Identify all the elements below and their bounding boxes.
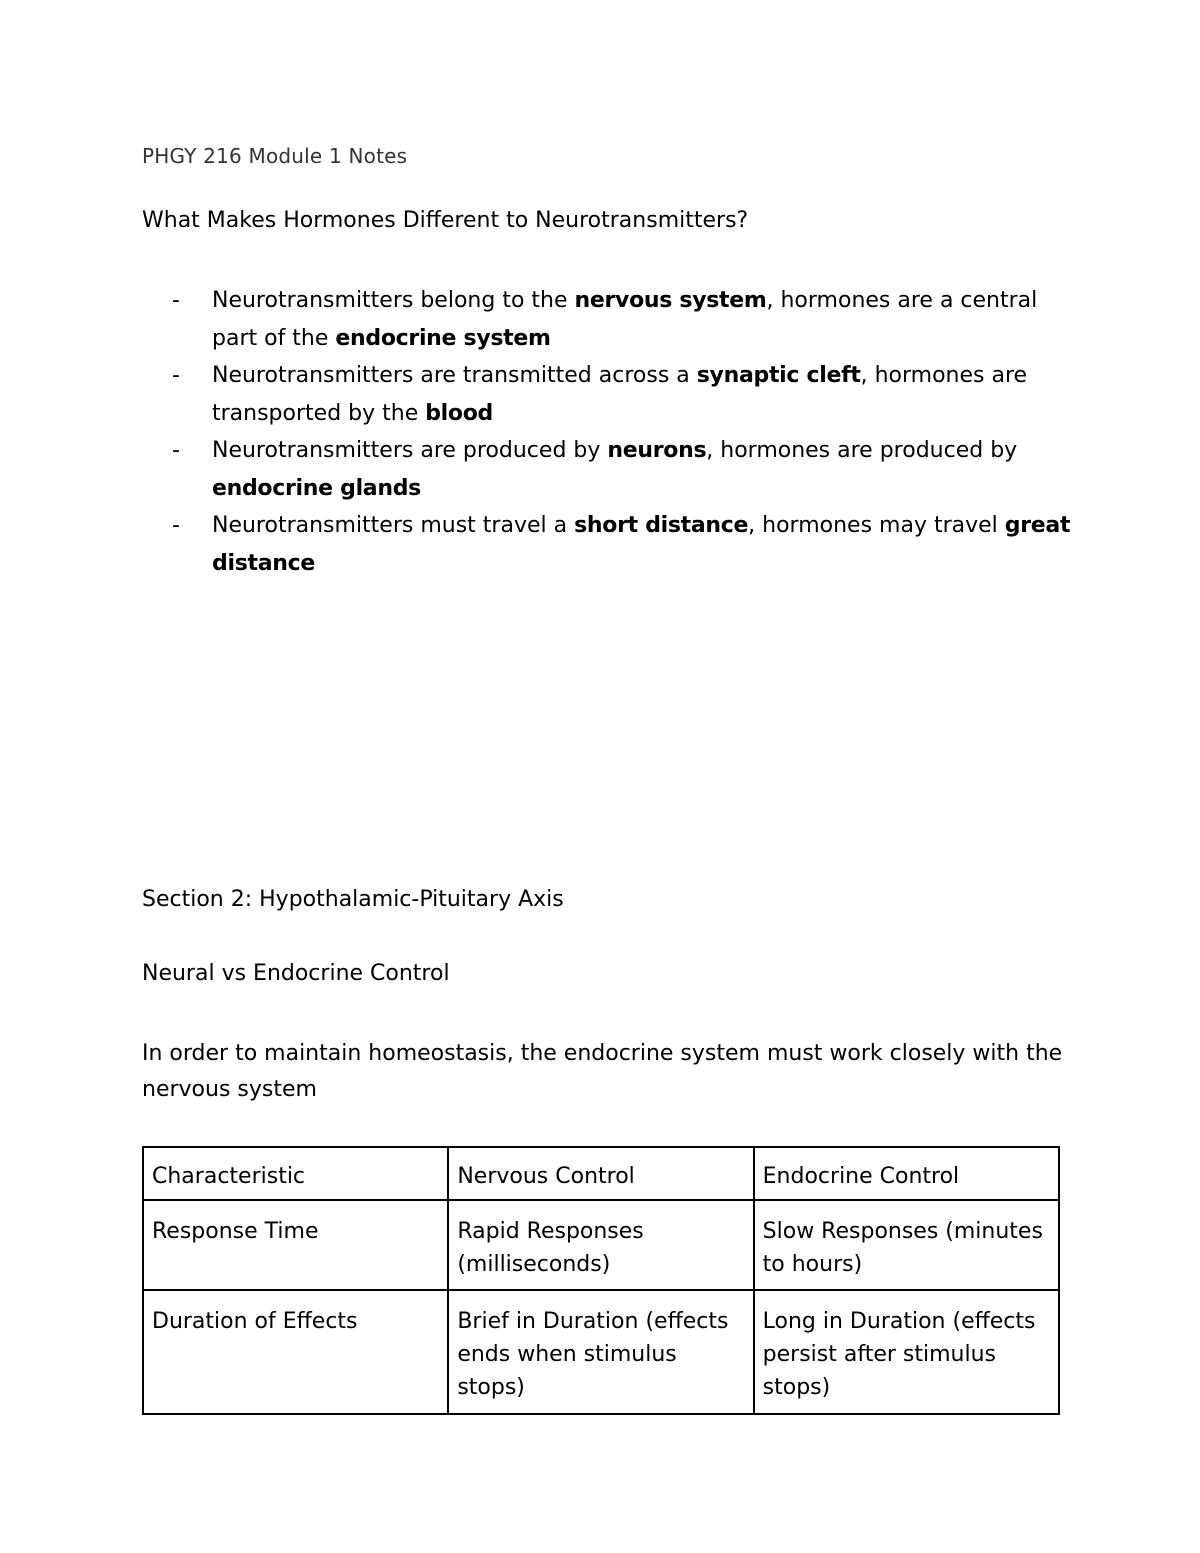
bold-term: endocrine glands: [212, 475, 421, 501]
table-row: [143, 1290, 1059, 1414]
table-cell: Long in Duration (effects persist after stimulus stops): [754, 1290, 1059, 1414]
bullet-text: Neurotransmitters are transmitted across a: [212, 363, 697, 388]
bold-term: endocrine system: [335, 325, 551, 351]
list-item: [172, 432, 1072, 507]
table-header-cell: Characteristic: [143, 1147, 448, 1200]
module-title: PHGY 216 Module 1 Notes: [142, 144, 408, 168]
table-cell: Response Time: [143, 1200, 448, 1290]
list-item: [172, 282, 1072, 357]
bold-term: blood: [425, 400, 494, 426]
table-cell: Rapid Responses (milliseconds): [448, 1200, 753, 1290]
table-cell: Slow Responses (minutes to hours): [754, 1200, 1059, 1290]
bold-term: synaptic cleft: [696, 363, 861, 388]
list-item: [172, 507, 1072, 582]
table-cell: Duration of Effects: [143, 1290, 448, 1414]
table-header-row: [143, 1147, 1059, 1200]
table-cell: Brief in Duration (effects ends when stimulus stops): [448, 1290, 753, 1414]
neural-vs-endocrine-heading: Neural vs Endocrine Control: [142, 961, 450, 986]
list-item: [172, 357, 1072, 432]
bold-term: short distance: [574, 513, 749, 538]
bullet-text: Neurotransmitters are produced by: [212, 438, 608, 463]
bullet-dash: -: [172, 513, 180, 538]
bold-term: great distance: [212, 513, 1071, 576]
table-row: [143, 1200, 1059, 1290]
bullet-dash: -: [172, 288, 180, 313]
bullet-text: , hormones are produced by: [706, 438, 1018, 463]
control-comparison-table: [142, 1146, 1060, 1415]
section-2-heading: Section 2: Hypothalamic-Pituitary Axis: [142, 887, 564, 912]
bullet-text: , hormones are transported by the: [212, 363, 1028, 426]
question-heading: What Makes Hormones Different to Neurotransmitters?: [142, 208, 749, 233]
bullet-text: , hormones may travel: [748, 513, 1005, 538]
bullet-dash: -: [172, 363, 180, 388]
bold-term: neurons: [607, 438, 707, 463]
bold-term: nervous system: [574, 288, 767, 313]
homeostasis-paragraph: In order to maintain homeostasis, the endocrine system must work closely with the nervous system: [142, 1041, 1063, 1102]
bullet-text: , hormones are a central part of the: [212, 288, 1038, 351]
table-header-cell: Endocrine Control: [754, 1147, 1059, 1200]
bullet-dash: -: [172, 438, 180, 463]
bullet-text: Neurotransmitters must travel a: [212, 513, 575, 538]
comparison-bullet-list: [172, 282, 1072, 582]
table-header-cell: Nervous Control: [448, 1147, 753, 1200]
bullet-text: Neurotransmitters belong to the: [212, 288, 575, 313]
